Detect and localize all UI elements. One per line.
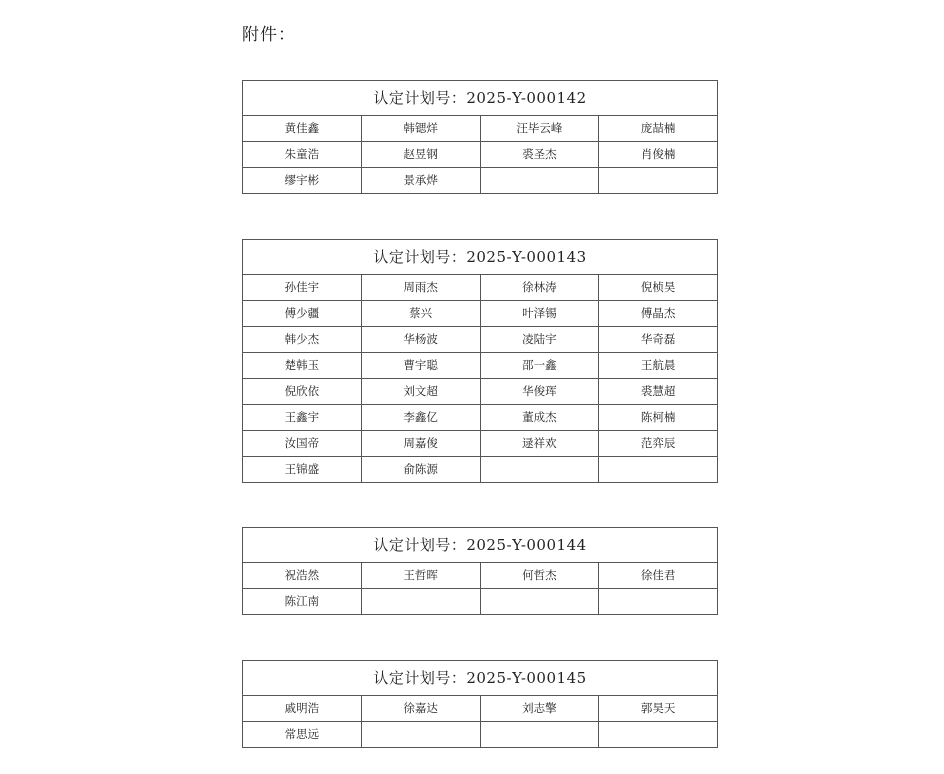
plan-table <box>242 239 718 483</box>
name-cell: 华俊珲 <box>480 379 599 405</box>
name-cell: 黄佳鑫 <box>243 116 362 142</box>
name-cell: 裘慧超 <box>599 379 718 405</box>
name-cell <box>599 589 718 615</box>
plan-header-row <box>243 528 718 563</box>
table-row <box>243 457 718 483</box>
name-cell: 朱童浩 <box>243 142 362 168</box>
table-row <box>243 327 718 353</box>
table-row <box>243 168 718 194</box>
name-cell <box>599 457 718 483</box>
name-cell <box>480 722 599 748</box>
name-cell: 王哲晖 <box>361 563 480 589</box>
table-row <box>243 563 718 589</box>
plan-table <box>242 80 718 194</box>
name-cell: 周雨杰 <box>361 275 480 301</box>
name-cell: 戚明浩 <box>243 696 362 722</box>
name-cell: 范弈辰 <box>599 431 718 457</box>
name-cell: 常思远 <box>243 722 362 748</box>
table-row <box>243 301 718 327</box>
name-cell <box>361 589 480 615</box>
plan-header-row <box>243 81 718 116</box>
name-cell: 赵昱钢 <box>361 142 480 168</box>
name-cell: 蔡兴 <box>361 301 480 327</box>
table-row <box>243 275 718 301</box>
name-cell: 景承烨 <box>361 168 480 194</box>
plan-title: 认定计划号：2025-Y-000145 <box>243 661 718 696</box>
table-row <box>243 353 718 379</box>
name-cell <box>480 168 599 194</box>
name-cell: 裘圣杰 <box>480 142 599 168</box>
name-cell: 华奇磊 <box>599 327 718 353</box>
name-cell: 庞喆楠 <box>599 116 718 142</box>
name-cell: 何哲杰 <box>480 563 599 589</box>
name-cell: 傅少疆 <box>243 301 362 327</box>
name-cell: 傅晶杰 <box>599 301 718 327</box>
plan-table <box>242 527 718 615</box>
name-cell <box>599 168 718 194</box>
name-cell: 肖俊楠 <box>599 142 718 168</box>
plan-title: 认定计划号：2025-Y-000144 <box>243 528 718 563</box>
name-cell: 王航晨 <box>599 353 718 379</box>
name-cell: 叶泽锡 <box>480 301 599 327</box>
name-cell: 孙佳宇 <box>243 275 362 301</box>
plan-header-row <box>243 240 718 275</box>
table-row <box>243 431 718 457</box>
table-row <box>243 116 718 142</box>
name-cell: 徐嘉达 <box>361 696 480 722</box>
plan-title: 认定计划号：2025-Y-000143 <box>243 240 718 275</box>
name-cell: 周嘉俊 <box>361 431 480 457</box>
name-cell: 逯祥欢 <box>480 431 599 457</box>
table-row <box>243 379 718 405</box>
table-row <box>243 722 718 748</box>
plan-title: 认定计划号：2025-Y-000142 <box>243 81 718 116</box>
name-cell: 李鑫亿 <box>361 405 480 431</box>
name-cell: 徐林涛 <box>480 275 599 301</box>
plan-header-row <box>243 661 718 696</box>
name-cell: 郭昊天 <box>599 696 718 722</box>
name-cell: 韩少杰 <box>243 327 362 353</box>
name-cell: 汪毕云峰 <box>480 116 599 142</box>
name-cell <box>480 589 599 615</box>
name-cell: 陈柯楠 <box>599 405 718 431</box>
table-row <box>243 589 718 615</box>
plan-table <box>242 660 718 748</box>
name-cell: 王鑫宇 <box>243 405 362 431</box>
name-cell: 俞陈源 <box>361 457 480 483</box>
name-cell: 王锦盛 <box>243 457 362 483</box>
attachment-label: 附件： <box>242 25 296 45</box>
name-cell: 楚韩玉 <box>243 353 362 379</box>
table-row <box>243 696 718 722</box>
name-cell: 华杨波 <box>361 327 480 353</box>
table-row <box>243 405 718 431</box>
name-cell: 倪桢昊 <box>599 275 718 301</box>
table-row <box>243 142 718 168</box>
name-cell: 邵一鑫 <box>480 353 599 379</box>
name-cell: 凌陆宇 <box>480 327 599 353</box>
name-cell: 董成杰 <box>480 405 599 431</box>
name-cell: 韩锶烊 <box>361 116 480 142</box>
name-cell: 缪宇彬 <box>243 168 362 194</box>
name-cell <box>480 457 599 483</box>
name-cell: 曹宇聪 <box>361 353 480 379</box>
name-cell <box>361 722 480 748</box>
name-cell: 刘志擎 <box>480 696 599 722</box>
name-cell: 倪欣依 <box>243 379 362 405</box>
name-cell: 刘文超 <box>361 379 480 405</box>
name-cell: 祝浩然 <box>243 563 362 589</box>
name-cell: 徐佳君 <box>599 563 718 589</box>
name-cell <box>599 722 718 748</box>
name-cell: 陈江南 <box>243 589 362 615</box>
name-cell: 汝国帝 <box>243 431 362 457</box>
